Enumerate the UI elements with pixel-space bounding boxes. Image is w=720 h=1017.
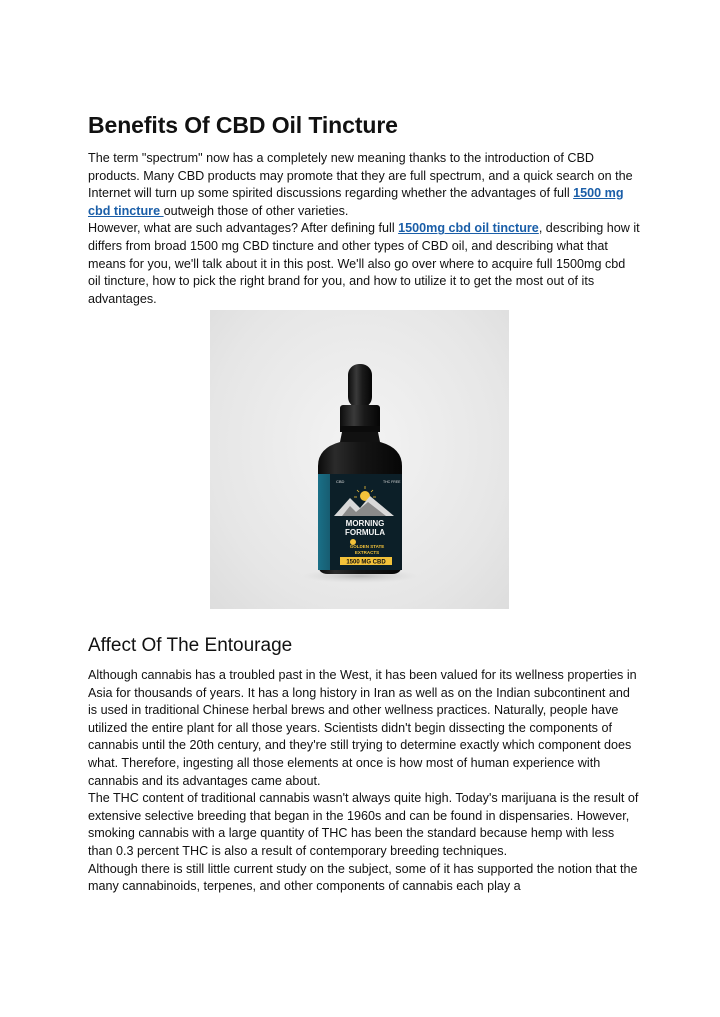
section-paragraph-1: Although cannabis has a troubled past in the West, it has been valued for its wellness properties in Asia for thousands of years. It has a long history in Iran as well as on the Indian subcontinent and is used in traditional Chinese herbal brews and other wellness practices. Naturally, people have utilized the entire plant for all those years. Scientists didn't begin dissecting the components of cannabis until the 20th century, and they're still trying to determine exactly which component does what. Therefore, ingesting all those elements at once is how most of human experience with cannabis and its advantages came about. bbox=[88, 668, 637, 788]
link-1500mg-cbd-tincture[interactable]: 1500 mg cbd tincture bbox=[88, 186, 624, 218]
section-heading: Affect Of The Entourage bbox=[88, 635, 293, 656]
label-brand-line-2: FORMULA bbox=[345, 528, 385, 537]
section-paragraph-3: Although there is still little current study on the subject, some of it has supported the notion that the many cannabinoids, terpenes, and other components of cannabis each play a bbox=[88, 861, 638, 894]
label-maker-line-2: EXTRACTS bbox=[354, 550, 380, 555]
dropper-bulb bbox=[348, 364, 372, 408]
page-title: Benefits Of CBD Oil Tincture bbox=[88, 112, 398, 138]
label-dose: 1500 MG CBD bbox=[346, 559, 386, 566]
label-maker-line-1: GOLDEN STATE bbox=[349, 544, 385, 549]
product-image bbox=[210, 310, 509, 609]
intro-text-2: outweigh those of other varieties. bbox=[163, 203, 349, 218]
intro-paragraph bbox=[88, 150, 640, 308]
tincture-bottle-illustration bbox=[210, 310, 509, 609]
label-brand-line-1: MORNING bbox=[345, 519, 385, 528]
section-paragraph-2: The THC content of traditional cannabis wasn't always quite high. Today's marijuana is the result of extensive selective breeding that began in the 1960s and can be found in dispensaries. However, smoking cannabis with a large quantity of THC has been the standard because hemp with less than 0.3 percent THC is also a result of contemporary breeding techniques. bbox=[88, 791, 639, 858]
intro-text-1: The term "spectrum" now has a completely new meaning thanks to the introduction of CBD products. Many CBD products may promote that they are full spectrum, and a quick search on the Internet will turn up some spirited discussions regarding whether the advantages of full bbox=[88, 151, 633, 201]
intro-text-3: However, what are such advantages? After defining full bbox=[88, 221, 399, 236]
label-cbd: CBD bbox=[336, 479, 345, 484]
bottle-cap bbox=[340, 405, 380, 429]
intro-text-4: , describing how it differs from broad 1500 mg CBD tincture and other types of CBD oil, and describing what that means for you, we'll talk about it in this post. We'll also go over where to acquire full 1500mg cbd oil tincture, how to pick the right brand for you, and how to utilize it to get the most out of its advantages. bbox=[88, 221, 640, 306]
section-body bbox=[88, 667, 640, 896]
label-thc-free: THC FREE bbox=[383, 480, 401, 484]
link-1500mg-cbd-oil-tincture[interactable]: 1500mg cbd oil tincture bbox=[398, 221, 539, 236]
